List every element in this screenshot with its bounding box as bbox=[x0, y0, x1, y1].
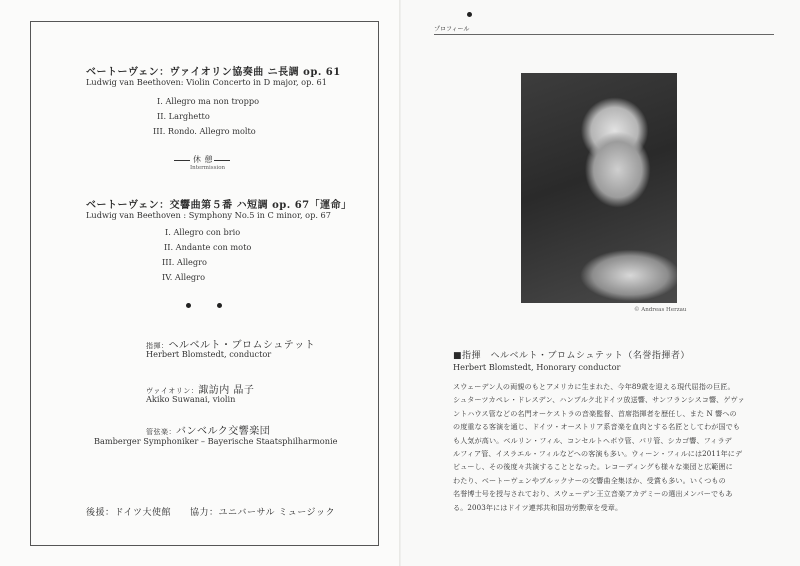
violin-role: ヴァイオリン： bbox=[146, 387, 199, 395]
work1-movement: III. Rondo. Allegro molto bbox=[153, 126, 256, 136]
work2-movement: I. Allegro con brio bbox=[165, 227, 241, 237]
bio-line: わたり、ベートーヴェンやブルックナーの交響曲全集ほか、受賞も多い。いくつもの bbox=[453, 475, 726, 485]
conductor-role: 指揮： bbox=[146, 342, 169, 350]
violin-en: Akiko Suwanai, violin bbox=[146, 394, 236, 404]
intermission-rule-right bbox=[214, 160, 230, 161]
conductor-en: Herbert Blomstedt, conductor bbox=[146, 349, 272, 359]
intermission-rule-left bbox=[174, 160, 190, 161]
bio-line: ビューし、その後度々共演することとなった。レコーディングも様々な楽団と広範囲に bbox=[453, 462, 733, 472]
bio-line: ルフィア管、イスラエル・フィルなどへの客演も多い。ウィーン・フィルには2011年にデ bbox=[453, 449, 743, 459]
profile-heading-en: Herbert Blomstedt, Honorary conductor bbox=[453, 362, 621, 372]
work1-movement: I. Allegro ma non troppo bbox=[157, 96, 259, 106]
profile-heading-jp: ■指揮 ヘルベルト・ブロムシュテット（名誉指揮者） bbox=[453, 351, 690, 361]
orchestra-name: バンベルク交響楽団 bbox=[176, 426, 271, 437]
separator-dot bbox=[217, 303, 222, 308]
profile-header-rule bbox=[434, 34, 774, 35]
separator-dot bbox=[186, 303, 191, 308]
bio-line: ントハウス管などの名門オーケストラの音楽監督、首席指揮者を歴任し、また N 響への bbox=[453, 408, 737, 418]
support-credit: 後援：ドイツ大使館 bbox=[86, 508, 172, 518]
bio-line: シュターツカペレ・ドレスデン、ハンブルク北ドイツ放送響、サンフランシスコ響、ゲヴァ bbox=[453, 395, 745, 405]
bio-line: スウェーデン人の両親のもとアメリカに生まれた、今年89歳を迎える現代屈指の巨匠。 bbox=[453, 382, 735, 391]
profile-header: プロフィール bbox=[434, 26, 470, 33]
work2-movement: III. Allegro bbox=[162, 257, 207, 267]
conductor-name: ヘルベルト・ブロムシュテット bbox=[168, 340, 316, 351]
cooperation-credit: 協力：ユニバーサル ミュージック bbox=[190, 508, 336, 518]
work1-title-en: Ludwig van Beethoven: Violin Concerto in D major, op. 61 bbox=[86, 77, 327, 87]
violin-name: 諏訪内 晶子 bbox=[198, 385, 255, 396]
intermission-label: 休 憩 bbox=[193, 155, 214, 164]
intermission-label-en: Intermission bbox=[190, 165, 226, 171]
work2-movement: II. Andante con moto bbox=[164, 242, 252, 252]
header-dot bbox=[467, 12, 472, 17]
orchestra-role: 管弦楽： bbox=[146, 428, 176, 436]
biography bbox=[453, 380, 745, 514]
bio-line: も人気が高い。ベルリン・フィル、コンセルトヘボウ管、パリ管、シカゴ響、フィラデ bbox=[453, 435, 732, 445]
bio-line: る。2003年にはドイツ連邦共和国功労勲章を受章。 bbox=[453, 502, 623, 512]
orchestra-en: Bamberger Symphoniker – Bayerische Staatsphilharmonie bbox=[94, 436, 338, 446]
work2-movement: IV. Allegro bbox=[162, 272, 205, 282]
work1-movement: II. Larghetto bbox=[157, 111, 210, 121]
conductor-photo bbox=[521, 73, 677, 303]
photo-credit: © Andreas Herzau bbox=[634, 307, 687, 313]
work2-title-jp: ベートーヴェン：交響曲第５番 ハ短調 op. 67「運命」 bbox=[86, 200, 352, 211]
work1-title-jp: ベートーヴェン：ヴァイオリン協奏曲 ニ長調 op. 61 bbox=[86, 67, 341, 78]
work2-title-en: Ludwig van Beethoven : Symphony No.5 in C minor, op. 67 bbox=[86, 210, 331, 220]
orchestra-line-jp bbox=[146, 422, 270, 437]
bio-line: 名誉博士号を授与されており、スウェーデン王立音楽アカデミーの選出メンバーでもあ bbox=[453, 489, 733, 499]
bio-line: の度重なる客演を通じ、ドイツ・オーストリア系音楽を血肉とする名匠としてわが国でも bbox=[453, 422, 741, 432]
page-fold bbox=[399, 0, 401, 566]
